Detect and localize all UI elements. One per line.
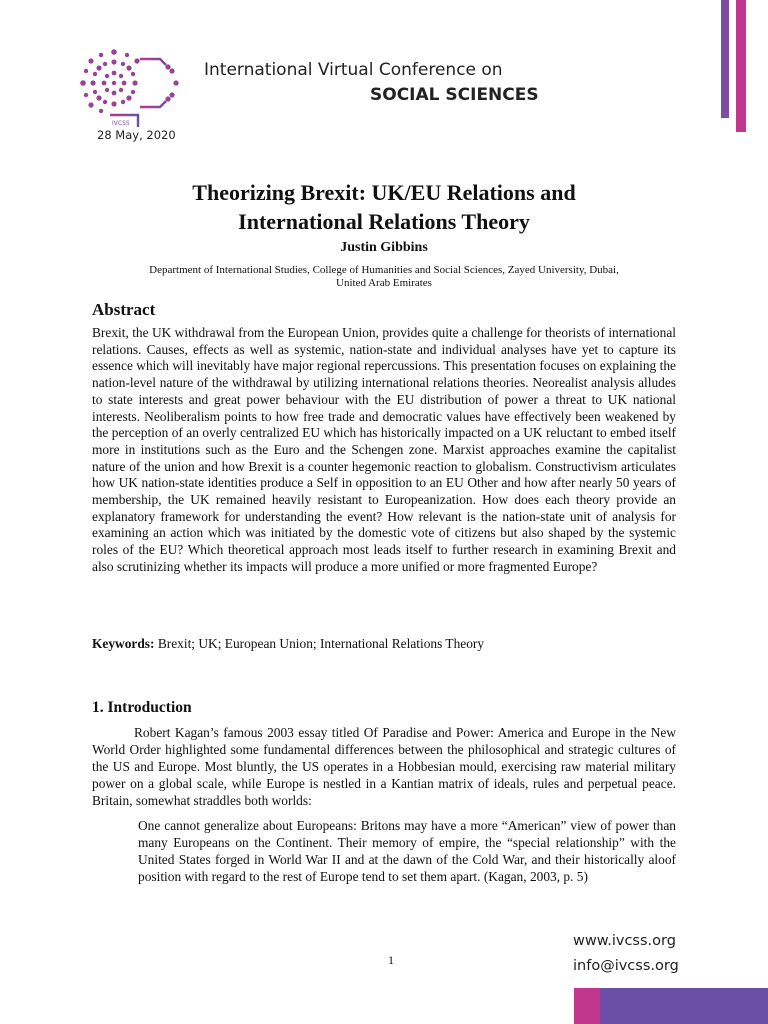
- email-link[interactable]: info@ivcss.org: [573, 958, 679, 974]
- introduction-heading: 1. Introduction: [92, 699, 192, 716]
- conference-subject: SOCIAL SCIENCES: [370, 85, 539, 105]
- decorative-bar-purple: [721, 0, 729, 118]
- conference-date: 28 May, 2020: [97, 128, 176, 142]
- abstract-heading: Abstract: [92, 300, 156, 319]
- keywords: [92, 636, 676, 652]
- conference-name: International Virtual Conference on: [204, 60, 503, 80]
- paper-title: [100, 178, 668, 236]
- abstract-text: Brexit, the UK withdrawal from the European Union, provides quite a challenge for theorists of international relations. Causes, effects as well as systemic, nation-state and individual analyses have yet to capture its essence which will inevitably have major regional repercussions. This presentation focuses on explaining the nation-level nature of the withdrawal by utilizing international relations theories. Neorealist analysis alludes to state interests and great power behaviour with the EU distribution of power a threat to UK national interests. Neoliberalism points to how free trade and democratic values have effectively been weakened by the perception of an overly centralized EU which has historically impacted on a UK reluctant to embed itself more in institutions such as the Euro and the Schengen zone. Marxist approaches examine the capitalist nature of the union and how Brexit is a counter hegemonic reaction to globalism. Constructivism articulates how UK nation-state identities produce a Self in opposition to an EU Other and how after nearly 50 years of membership, the UK remained heavily resistant to Europeanization. How does each theory provide an explanatory framework for understanding the event? How relevant is the nation-state unit of analysis for examining an action which was initiated by the domestic vote of citizens but also shaped by the systemic roles of the EU? Which theoretical approach most leads itself to further research in examining Brexit and also scrutinizing whether its impacts will produce a more unified or more fragmented Europe?: [92, 325, 676, 574]
- affiliation-line-1: Department of International Studies, College of Humanities and Social Sciences, Zayed University, Dubai,: [149, 264, 619, 276]
- keywords-list: Brexit; UK; European Union; International Relations Theory: [154, 636, 485, 651]
- conference-logo: [74, 45, 186, 137]
- footer-bar-purple: [600, 988, 768, 1024]
- affiliation-line-2: United Arab Emirates: [336, 277, 432, 289]
- svg-text:IVCSS: IVCSS: [112, 120, 130, 127]
- introduction-paragraph: Robert Kagan’s famous 2003 essay titled Of Paradise and Power: America and Europe in the New World Order highlighted some fundamental differences between the philosophical and strategic cultures of the US and Europe. Most bluntly, the US operates in a Hobbesian mould, exercising raw material military power on a global scale, while Europe is nestled in a Kantian matrix of ideals, rules and perpetual peace. Britain, somewhat straddles both worlds:: [92, 725, 676, 808]
- author-name: Justin Gibbins: [340, 240, 428, 255]
- decorative-bar-magenta: [736, 0, 746, 132]
- website-link[interactable]: www.ivcss.org: [573, 933, 676, 949]
- page-number: 1: [388, 953, 394, 967]
- keywords-label: Keywords:: [92, 636, 155, 651]
- author-affiliation: [100, 264, 668, 290]
- footer-bar-magenta: [574, 988, 600, 1024]
- title-line-2: International Relations Theory: [238, 209, 530, 234]
- title-line-1: Theorizing Brexit: UK/EU Relations and: [192, 180, 576, 205]
- block-quote: One cannot generalize about Europeans: Britons may have a more “American” view of power than many Europeans on the Continent. Their memory of empire, the “special relationship” with the United States forged in World War II and at the dawn of the Cold War, and their historically aloof position with regard to the rest of Europe tend to set them apart. (Kagan, 2003, p. 5): [138, 818, 676, 884]
